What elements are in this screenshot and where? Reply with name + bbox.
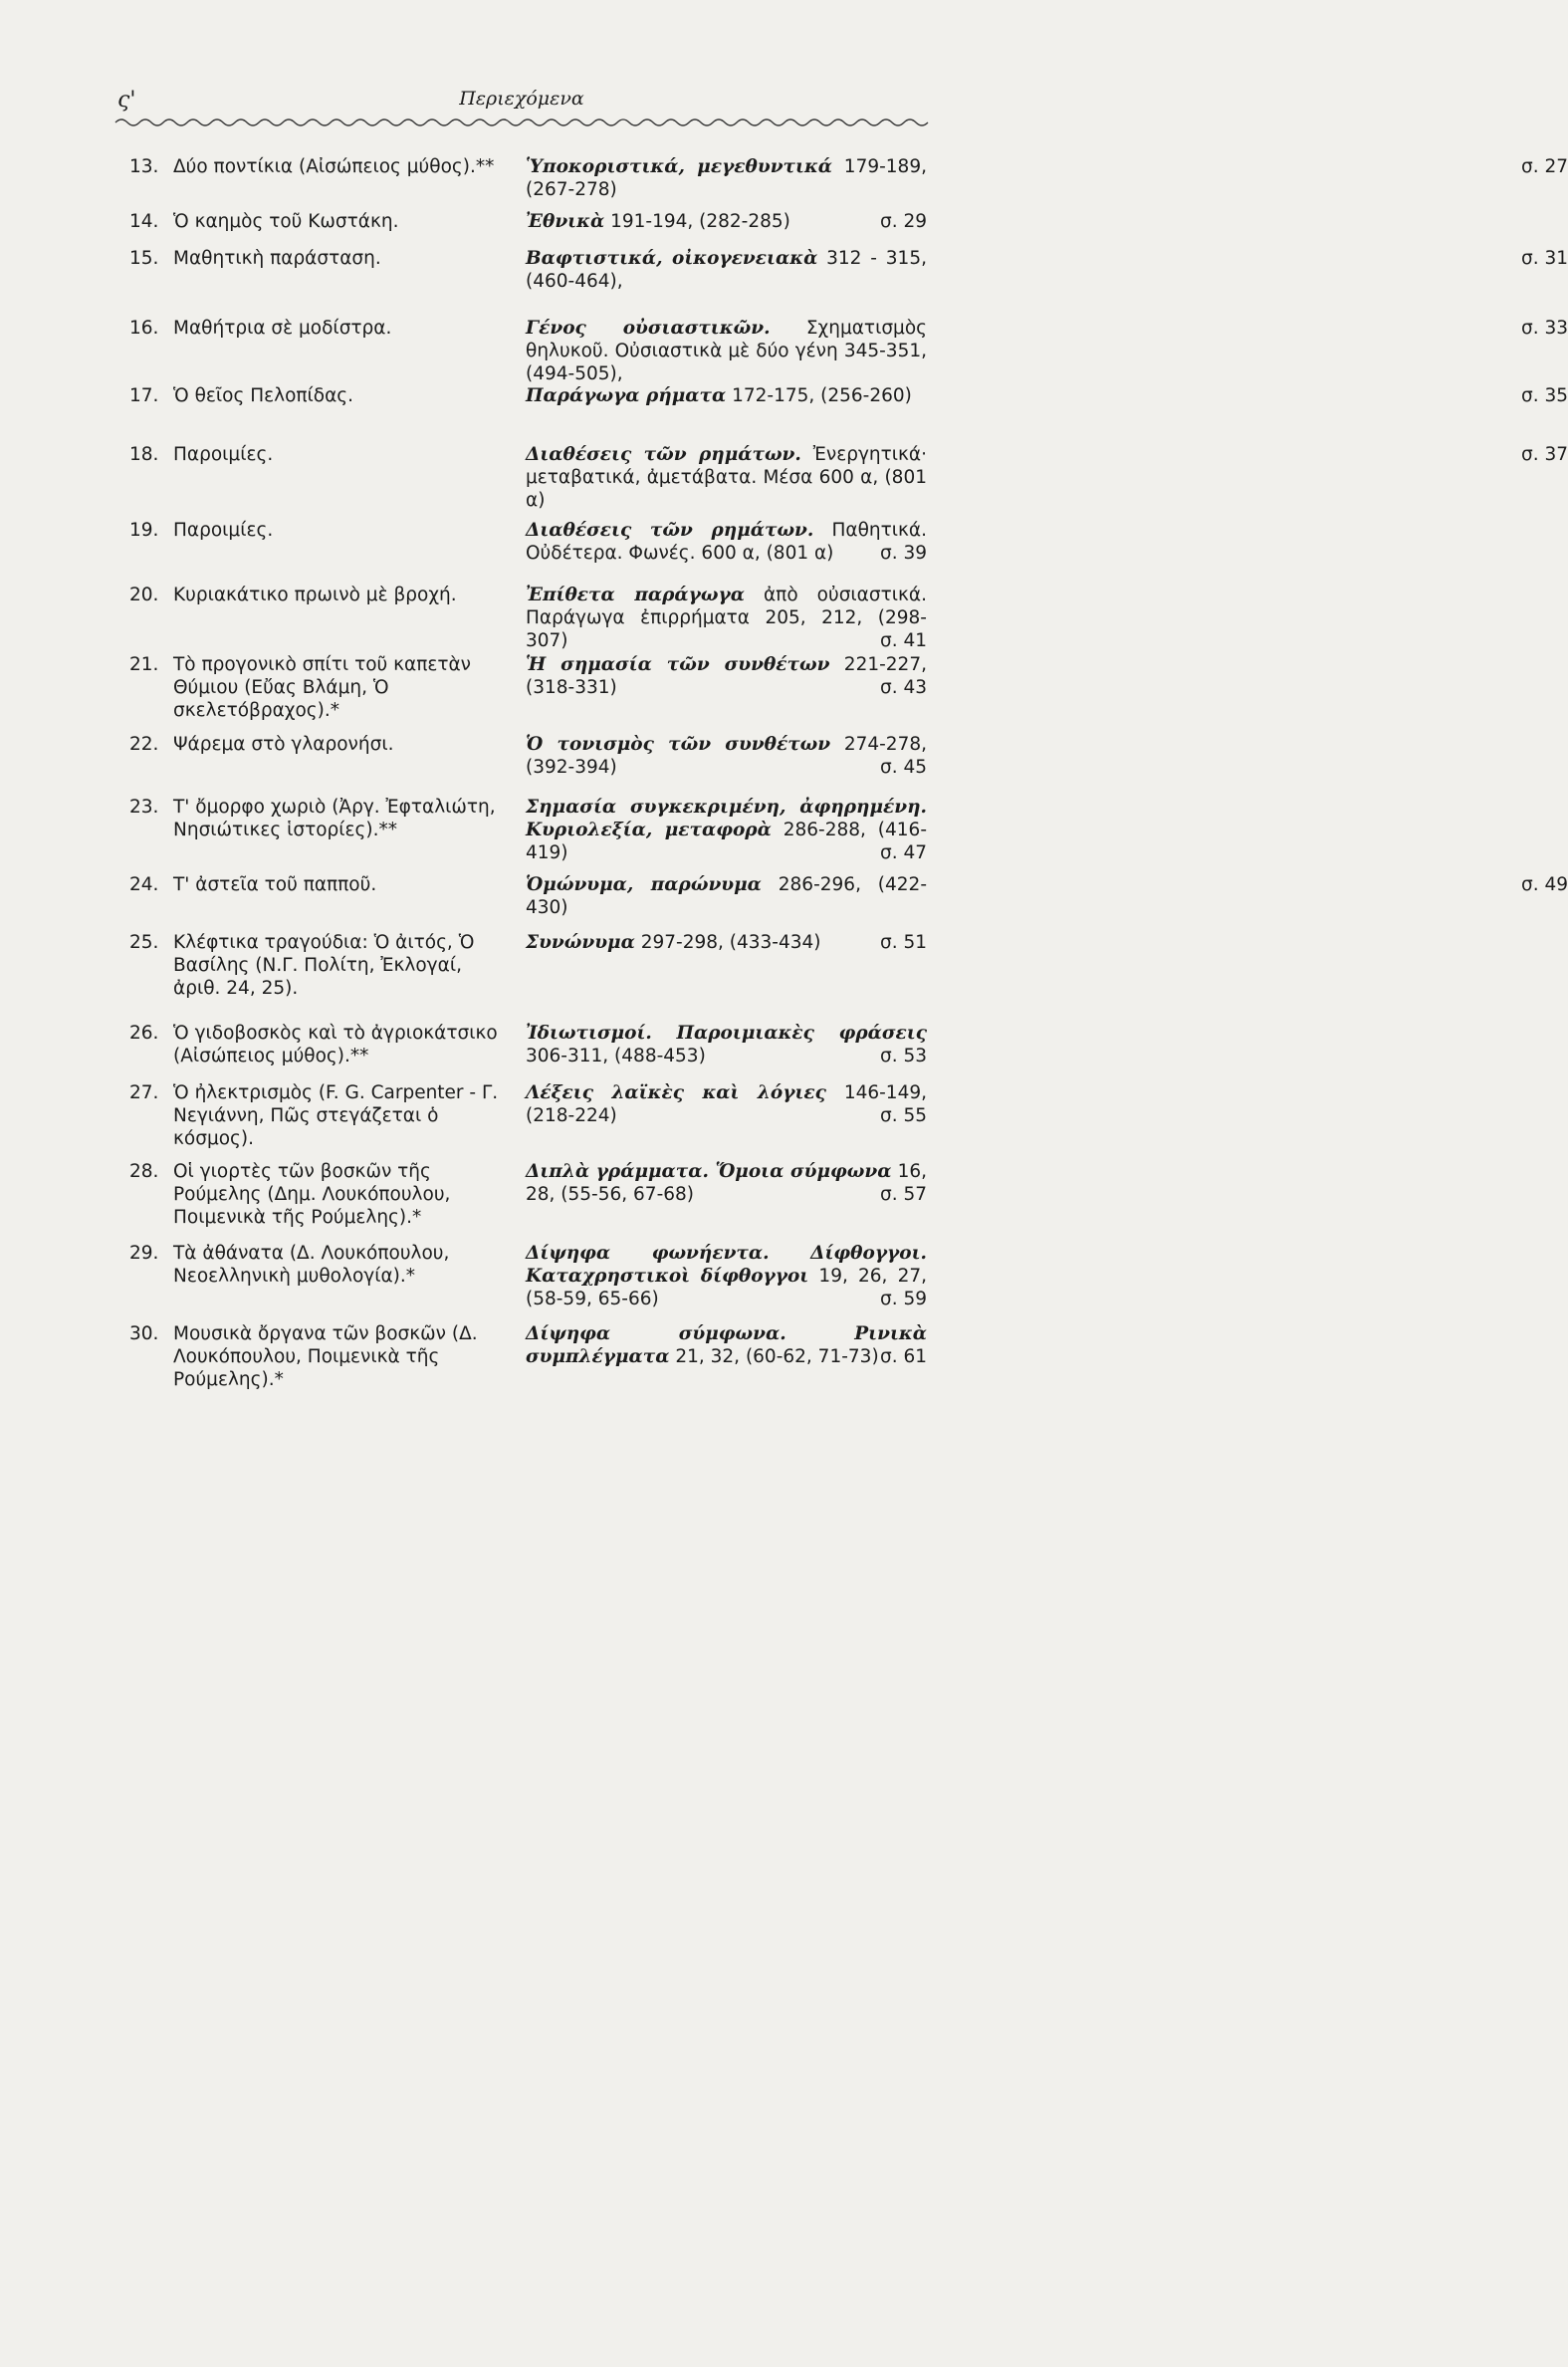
entry-page: σ. 43 [879, 677, 927, 698]
entry-description [526, 931, 927, 954]
entry-title: Κλέφτικα τραγούδια: Ὁ ἀιτός, Ὁ Βασίλης (Ν.Γ. Πολίτη, Ἐκλογαί, ἀριθ. 24, 25). [173, 932, 475, 999]
entry-number: 25. [129, 932, 159, 953]
entry-page: σ. 55 [879, 1105, 927, 1126]
entry-page: σ. 59 [879, 1289, 927, 1309]
entry-number: 24. [129, 874, 159, 895]
entry-number: 22. [129, 734, 159, 755]
entry-ref: 221-227, (318-331) [526, 654, 927, 698]
entry-topic: Παράγωγα ρήματα [526, 385, 727, 406]
entry-page: σ. 27 [1520, 156, 1568, 177]
entry-page: σ. 53 [879, 1046, 927, 1066]
entry-number: 14. [129, 211, 159, 232]
running-title: Περιεχόμενα [459, 88, 584, 110]
entry-page: σ. 61 [879, 1346, 927, 1367]
entry-page: σ. 37 [1520, 444, 1568, 465]
entry-number: 23. [129, 797, 159, 818]
entry-description [526, 1322, 927, 1368]
entry-ref: 306-311, (488-453) [526, 1046, 706, 1066]
entry-title: Ὁ θεῖος Πελοπίδας. [173, 385, 354, 406]
entry-ref: Ἐνεργητικά· μεταβατικά, ἀμετάβατα. Μέσα 600 α, (801 α) [526, 444, 927, 511]
entry-ref: ἀπὸ οὐσιαστικά. Παράγωγα ἐπιρρήματα 205, 212, (298-307) [526, 585, 927, 651]
entry-topic: Ἡ σημασία τῶν συνθέτων [526, 654, 830, 675]
entry-topic: Γένος οὐσιαστικῶν. [526, 318, 771, 339]
entry-number: 15. [129, 248, 159, 269]
entry-description [526, 733, 927, 779]
entry-ref: 286-288, (416-419) [526, 820, 927, 863]
entry-page: σ. 35 [1520, 385, 1568, 406]
entry-title: Οἱ γιορτὲς τῶν βοσκῶν τῆς Ρούμελης (Δημ. Λουκόπουλου, Ποιμενικὰ τῆς Ρούμελης).* [173, 1161, 451, 1228]
entry-ref: Παθητικά. Οὐδέτερα. Φωνές. 600 α, (801 α) [526, 520, 927, 564]
entry-description [526, 873, 1568, 919]
entry-description [526, 443, 1568, 512]
entry-ref: 19, 26, 27, (58-59, 65-66) [526, 1266, 927, 1309]
entry-title: Ὁ γιδοβοσκὸς καὶ τὸ ἀγριοκάτσικο (Αἰσώπειος μύθος).** [173, 1023, 498, 1066]
entry-ref: 21, 32, (60-62, 71-73) [675, 1346, 879, 1367]
entry-topic: Ὁμώνυμα, παρώνυμα [526, 874, 762, 895]
entry-description [526, 1022, 927, 1067]
entry-number: 20. [129, 585, 159, 605]
entry-topic: Συνώνυμα [526, 932, 635, 953]
entry-number: 21. [129, 654, 159, 675]
entry-topic: Ὑποκοριστικά, μεγεθυντικά [526, 156, 833, 177]
entry-topic: Λέξεις λαϊκὲς καὶ λόγιες [526, 1082, 826, 1103]
entry-page: σ. 45 [879, 757, 927, 778]
entry-page: σ. 33 [1520, 318, 1568, 339]
entry-page: σ. 41 [879, 630, 927, 651]
entry-page: σ. 31 [1520, 248, 1568, 269]
entry-topic: Σημασία συγκεκριμένη, ἀφηρημένη. Κυριολεξία, μεταφορὰ [526, 797, 927, 840]
entry-title: Ψάρεμα στὸ γλαρονήσι. [173, 734, 394, 755]
entry-number: 26. [129, 1023, 159, 1044]
entry-description [526, 155, 1568, 201]
entry-ref: 274-278, (392-394) [526, 734, 927, 778]
entry-title: Ὁ ἠλεκτρισμὸς (F. G. Carpenter - Γ. Νεγιάννη, Πῶς στεγάζεται ὁ κόσμος). [173, 1082, 499, 1149]
entry-ref: 172-175, (256-260) [732, 385, 912, 406]
entry-page: σ. 51 [879, 932, 927, 953]
entry-ref: 312 - 315, (460-464), [526, 248, 927, 292]
entry-description [526, 519, 927, 565]
entry-page: σ. 47 [879, 842, 927, 863]
entry-description [526, 653, 927, 699]
entry-title: Κυριακάτικο πρωινὸ μὲ βροχή. [173, 585, 457, 605]
entry-topic: Διπλὰ γράμματα. Ὅμοια σύμφωνα [526, 1161, 892, 1182]
entry-title: Μουσικὰ ὄργανα τῶν βοσκῶν (Δ. Λουκόπουλου, Ποιμενικὰ τῆς Ρούμελης).* [173, 1323, 478, 1390]
entry-title: Τ' ἀστεῖα τοῦ παπποῦ. [173, 874, 377, 895]
entry-page: σ. 49 [1520, 874, 1568, 895]
entry-description [526, 584, 927, 652]
entry-topic: Ἐθνικὰ [526, 211, 605, 232]
entry-title: Δύο ποντίκια (Αἰσώπειος μύθος).** [173, 156, 495, 177]
page-number: ς' [117, 88, 136, 113]
entry-description [526, 247, 1568, 293]
entry-page: σ. 39 [879, 543, 927, 564]
page-header [117, 88, 926, 118]
entry-title: Τὰ ἀθάνατα (Δ. Λουκόπουλου, Νεοελληνικὴ μυθολογία).* [173, 1243, 450, 1287]
entry-title: Παροιμίες. [173, 444, 274, 465]
entry-topic: Ἐπίθετα παράγωγα [526, 585, 745, 605]
entry-number: 30. [129, 1323, 159, 1344]
entry-description [526, 1242, 927, 1310]
entry-description [526, 384, 1568, 407]
entry-number: 27. [129, 1082, 159, 1103]
entry-title: Τὸ προγονικὸ σπίτι τοῦ καπετὰν Θύμιου (Εὔας Βλάμη, Ὁ σκελετόβραχος).* [173, 654, 472, 721]
entry-number: 16. [129, 318, 159, 339]
entry-number: 28. [129, 1161, 159, 1182]
entry-ref: 286-296, (422-430) [526, 874, 928, 918]
entry-ref: 179-189, (267-278) [526, 156, 927, 200]
entry-description [526, 317, 1568, 385]
entry-topic: Δίψηφα σύμφωνα. Ρινικὰ συμπλέγματα [526, 1323, 927, 1367]
entry-number: 18. [129, 444, 159, 465]
entry-ref: 191-194, (282-285) [610, 211, 790, 232]
entry-number: 29. [129, 1243, 159, 1264]
entry-ref: 297-298, (433-434) [640, 932, 821, 953]
entry-topic: Βαφτιστικά, οἰκογενειακὰ [526, 248, 818, 269]
entry-description [526, 1081, 927, 1127]
entry-topic: Διαθέσεις τῶν ρημάτων. [526, 444, 801, 465]
entry-title: Ὁ καημὸς τοῦ Κωστάκη. [173, 211, 399, 232]
entry-topic: Δίψηφα φωνήεντα. Δίφθογγοι. Καταχρηστικοὶ δίφθογγοι [526, 1243, 927, 1287]
entry-page: σ. 29 [879, 211, 927, 232]
entry-title: Μαθήτρια σὲ μοδίστρα. [173, 318, 392, 339]
entry-title: Παροιμίες. [173, 520, 274, 541]
entry-description [526, 210, 927, 233]
entry-ref: Σχηματισμὸς θηλυκοῦ. Οὐσιαστικὰ μὲ δύο γένη 345-351, (494-505), [526, 318, 927, 384]
decorative-wavy-rule [115, 116, 928, 129]
entry-title: Τ' ὄμορφο χωριὸ (Ἀργ. Ἐφταλιώτη, Νησιώτικες ἱστορίες).** [173, 797, 496, 840]
entry-topic: Ἰδιωτισμοί. Παροιμιακὲς φράσεις [526, 1023, 927, 1044]
entry-topic: Διαθέσεις τῶν ρημάτων. [526, 520, 814, 541]
entry-ref: 16, 28, (55-56, 67-68) [526, 1161, 927, 1205]
entry-ref: 146-149, (218-224) [526, 1082, 927, 1126]
entry-number: 17. [129, 385, 159, 406]
entry-page: σ. 57 [879, 1184, 927, 1205]
entry-description [526, 796, 927, 864]
entry-description [526, 1160, 927, 1206]
entry-number: 19. [129, 520, 159, 541]
entry-topic: Ὁ τονισμὸς τῶν συνθέτων [526, 734, 831, 755]
entry-title: Μαθητικὴ παράσταση. [173, 248, 381, 269]
entry-number: 13. [129, 156, 159, 177]
